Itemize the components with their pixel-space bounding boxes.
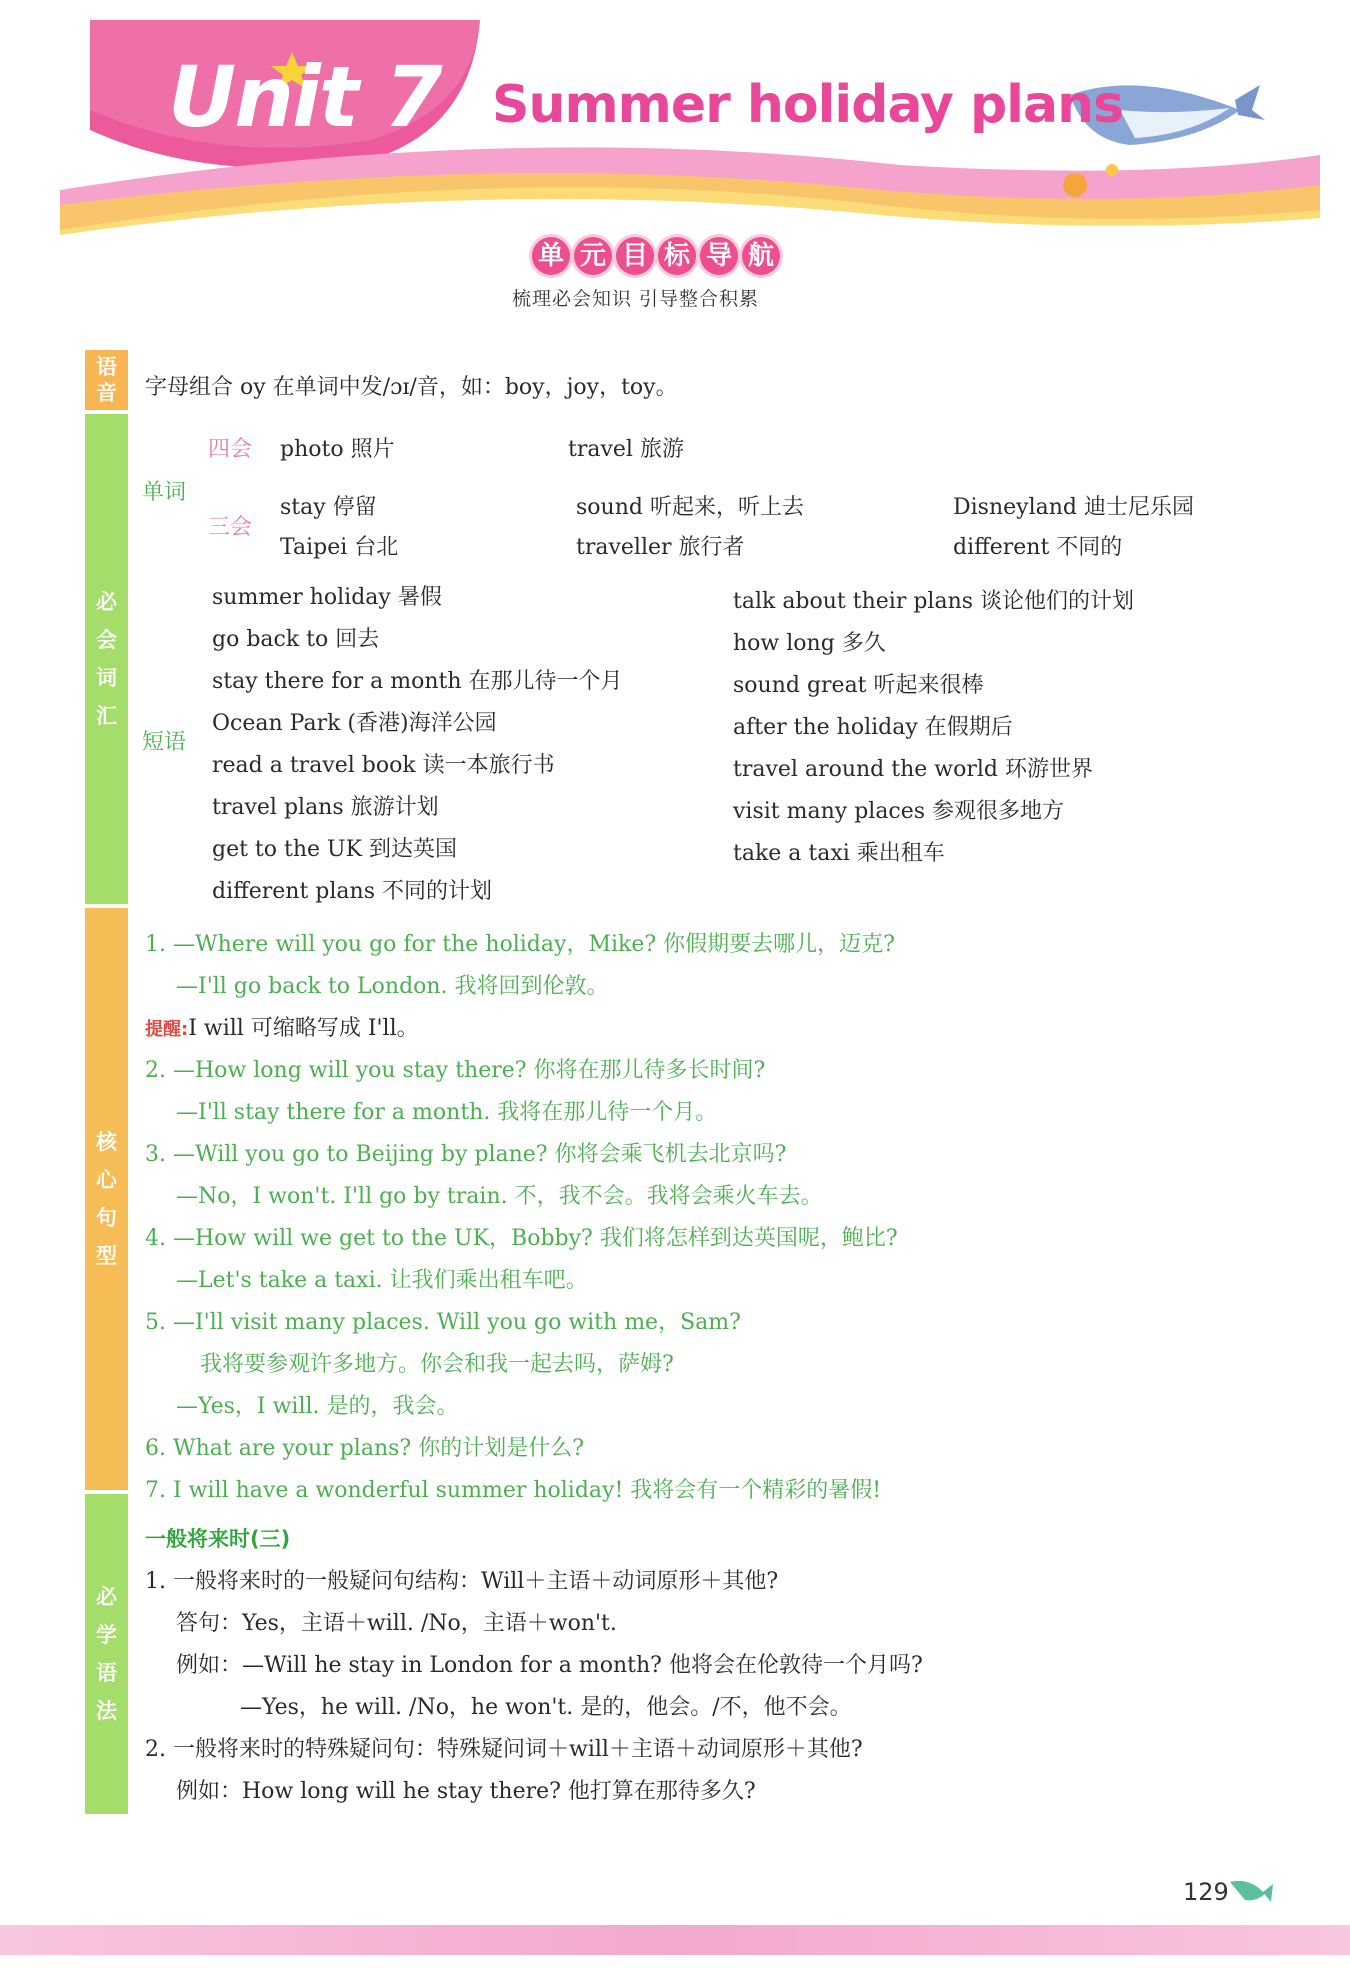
phrase-item: visit many places 参观很多地方 [733, 799, 1065, 824]
phrase-item: go back to 回去 [212, 627, 380, 652]
section-label-pronunciation: 语 音 [85, 350, 128, 410]
section-label-grammar: 必 学 语 法 [85, 1494, 128, 1814]
sentence-tip: 提醒:I will 可缩略写成 I'll。 [145, 1016, 419, 1041]
page-number: 129 [1183, 1878, 1229, 1906]
phrase-item: read a travel book 读一本旅行书 [212, 753, 555, 778]
level3-label: 三会 [208, 515, 253, 540]
words-label: 单词 [142, 480, 187, 505]
phrase-item: take a taxi 乘出租车 [733, 841, 945, 866]
word-item: stay 停留 [280, 495, 377, 520]
sentence-line: —I'll stay there for a month. 我将在那儿待一个月。 [176, 1100, 718, 1125]
phrase-item: Ocean Park (香港)海洋公园 [212, 711, 497, 736]
guide-badge-char: 标 [658, 237, 696, 275]
word-item: Taipei 台北 [280, 535, 399, 560]
sentence-line: 2. —How long will you stay there? 你将在那儿待多长时间? [145, 1058, 766, 1083]
sentence-line: 7. I will have a wonderful summer holiday! 我将会有一个精彩的暑假! [145, 1478, 882, 1503]
section-label-vocabulary: 必 会 词 汇 [85, 414, 128, 904]
footer-band [0, 1925, 1350, 1955]
phrase-item: talk about their plans 谈论他们的计划 [733, 589, 1135, 614]
tip-label: 提醒: [145, 1019, 189, 1040]
level4-label: 四会 [208, 437, 253, 462]
sentence-line: 4. —How will we get to the UK，Bobby? 我们将怎样到达英国呢，鲍比? [145, 1226, 898, 1251]
word-item: travel 旅游 [568, 437, 684, 462]
section-label-sentences: 核 心 句 型 [85, 908, 128, 1490]
sentence-line: 6. What are your plans? 你的计划是什么? [145, 1436, 584, 1461]
phrase-item: after the holiday 在假期后 [733, 715, 1013, 740]
phrase-item: travel plans 旅游计划 [212, 795, 439, 820]
word-item: sound 听起来，听上去 [576, 495, 804, 520]
unit-label: Unit 7 [168, 48, 441, 146]
pronunciation-text: 字母组合 oy 在单词中发/ɔɪ/音，如：boy，joy，toy。 [145, 375, 678, 400]
sentence-line: —No，I won't. I'll go by train. 不，我不会。我将会乘火车去。 [176, 1184, 823, 1209]
sentence-line: 我将要参观许多地方。你会和我一起去吗，萨姆? [200, 1352, 674, 1377]
phrase-item: different plans 不同的计划 [212, 879, 492, 904]
grammar-line: 例如：—Will he stay in London for a month? 他将会在伦敦待一个月吗? [176, 1653, 923, 1678]
guide-badge-char: 航 [742, 237, 780, 275]
guide-badge-char: 单 [532, 237, 570, 275]
sentence-line: —Yes，I will. 是的，我会。 [176, 1394, 459, 1419]
grammar-line: 答句：Yes，主语＋will. /No，主语＋won't. [176, 1611, 617, 1636]
sentence-line: 3. —Will you go to Beijing by plane? 你将会乘飞机去北京吗? [145, 1142, 787, 1167]
unit-title: Summer holiday plans [492, 75, 1124, 135]
grammar-line: 2. 一般将来时的特殊疑问句：特殊疑问词＋will＋主语＋动词原形＋其他? [145, 1737, 863, 1762]
phrase-item: sound great 听起来很棒 [733, 673, 984, 698]
guide-badge-char: 导 [700, 237, 738, 275]
word-item: photo 照片 [280, 437, 395, 462]
word-item: Disneyland 迪士尼乐园 [953, 495, 1194, 520]
fish-icon [1225, 1872, 1275, 1912]
guide-badge-char: 元 [574, 237, 612, 275]
phrase-item: travel around the world 环游世界 [733, 757, 1093, 782]
phrase-item: stay there for a month 在那儿待一个月 [212, 669, 623, 694]
grammar-line: —Yes，he will. /No，he won't. 是的，他会。/不，他不会。 [240, 1695, 852, 1720]
grammar-line: 例如：How long will he stay there? 他打算在那待多久? [176, 1779, 756, 1804]
word-item: different 不同的 [953, 535, 1123, 560]
guide-badge-char: 目 [616, 237, 654, 275]
sentence-line: 5. —I'll visit many places. Will you go with me，Sam? [145, 1310, 741, 1335]
phrases-label: 短语 [142, 730, 187, 755]
word-item: traveller 旅行者 [576, 535, 745, 560]
sentence-line: —I'll go back to London. 我将回到伦敦。 [176, 974, 609, 999]
grammar-title: 一般将来时(三) [145, 1527, 291, 1551]
phrase-item: summer holiday 暑假 [212, 585, 442, 610]
sentence-line: 1. —Where will you go for the holiday，Mike? 你假期要去哪儿，迈克? [145, 932, 895, 957]
phrase-item: how long 多久 [733, 631, 886, 656]
phrase-item: get to the UK 到达英国 [212, 837, 458, 862]
guide-subtitle: 梳理必会知识 引导整合积累 [512, 288, 760, 310]
sentence-line: —Let's take a taxi. 让我们乘出租车吧。 [176, 1268, 588, 1293]
grammar-line: 1. 一般将来时的一般疑问句结构：Will＋主语＋动词原形＋其他? [145, 1569, 779, 1594]
